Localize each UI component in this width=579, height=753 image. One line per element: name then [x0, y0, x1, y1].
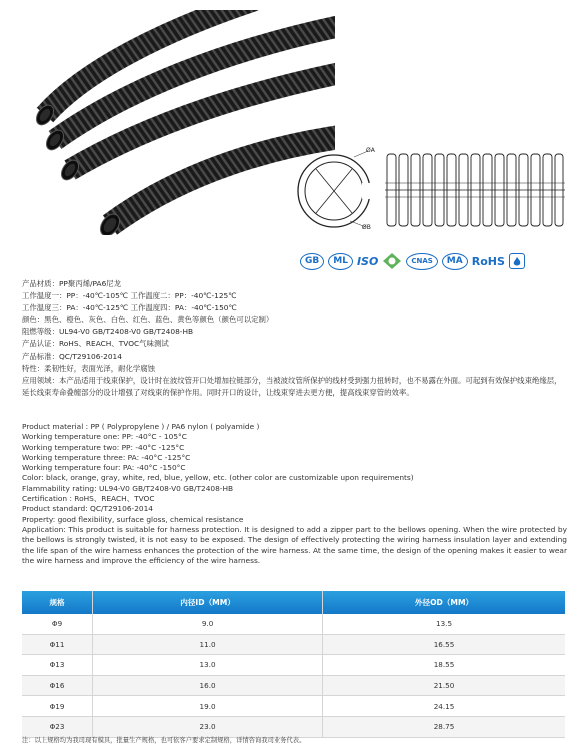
corrugated-tubes-image: [15, 10, 335, 235]
cell-od: 13.5: [323, 614, 565, 634]
ml-cert-icon: ML: [328, 253, 353, 270]
cell-od: 28.75: [323, 716, 565, 737]
english-specs: [22, 422, 567, 566]
en-property: Property: good flexibility, surface gloss, chemical resistance: [22, 514, 244, 524]
en-temp-3: Working temperature three: PA: -40°C -125°C: [22, 452, 191, 462]
cell-od: 21.50: [323, 675, 565, 696]
table-row: [22, 655, 565, 676]
product-hero: [0, 0, 579, 275]
cell-spec: Φ13: [22, 655, 93, 676]
ul-cert-icon: [382, 252, 402, 270]
flame-cert-icon: [509, 253, 525, 269]
chinese-specs: [22, 278, 567, 399]
dimension-label-a: ØA: [366, 147, 375, 154]
cnas-cert-icon: CNAS: [406, 253, 437, 270]
cross-section-diagram: [292, 147, 380, 231]
dimension-label-b: ØB: [362, 224, 371, 231]
cell-spec: Φ19: [22, 696, 93, 717]
en-cert: Certification : RoHS、REACH、TVOC: [22, 494, 155, 504]
en-temp-1: Working temperature one: PP: -40°C - 105°C: [22, 432, 187, 442]
zh-standard: 产品标准：QC/T29106-2014: [22, 351, 122, 361]
gb-cert-icon: GB: [300, 253, 324, 270]
table-row: [22, 634, 565, 655]
certification-logos: [300, 250, 565, 272]
cell-spec: Φ11: [22, 634, 93, 655]
header-outer-diameter: 外径OD（MM）: [323, 591, 565, 614]
header-spec: 规格: [22, 591, 93, 614]
en-temp-4: Working temperature four: PA: -40°C -150°C: [22, 463, 186, 473]
table-header-row: [22, 591, 565, 614]
rohs-cert-icon: RoHS: [471, 254, 505, 268]
cell-id: 9.0: [93, 614, 323, 634]
cell-id: 13.0: [93, 655, 323, 676]
zh-property: 特性：柔韧性好，表面光泽，耐化学腐蚀: [22, 363, 156, 373]
zh-cert: 产品认证：RoHS、REACH、TVOC气味测试: [22, 339, 169, 349]
en-material: Product material : PP ( Polypropylene ) / PA6 nylon ( polyamide ): [22, 422, 260, 431]
table-row: [22, 614, 565, 634]
en-temp-2: Working temperature two: PP: -40°C -125°C: [22, 442, 185, 452]
cell-spec: Φ23: [22, 716, 93, 737]
iso-cert-icon: ISO: [356, 254, 379, 268]
table-row: [22, 696, 565, 717]
header-inner-diameter: 内径ID（MM）: [93, 591, 323, 614]
footnote: 注：以上规格均为我司现有模具，批量生产规格，也可依客户要求定制规格，详情咨询我司业务代表。: [22, 737, 306, 744]
cell-od: 16.55: [323, 634, 565, 655]
zh-application: 应用领域：本产品适用于线束保护，设计时在波纹管开口处增加拉链部分，当被波纹管所保护的线材受到强力扭转时，也不易露在外面。可起到有效保护线束绝缘层，延长线束寿命叠缠部分的设计增强了对线束的保护作用。同时开口的设计，让线束穿进去更方便，提高线束穿管的效率。: [22, 375, 562, 397]
cell-id: 19.0: [93, 696, 323, 717]
zh-flame: 阻燃等级：UL94-V0 GB/T2408-V0 GB/T2408-HB: [22, 327, 194, 337]
cell-od: 18.55: [323, 655, 565, 676]
zh-temp-1-2: 工作温度一：PP：-40℃-105℃ 工作温度二：PP：-40℃-125℃: [22, 291, 237, 301]
en-flame: Flammability rating: UL94-V0 GB/T2408-V0 GB/T2408-HB: [22, 483, 234, 493]
en-standard: Product standard: QC/T29106-2014: [22, 504, 153, 514]
ma-cert-icon: MA: [442, 253, 468, 270]
en-color: Color: black, orange, gray, white, red, blue, yellow, etc. (other color are customizable upon requirements): [22, 473, 414, 483]
cell-id: 11.0: [93, 634, 323, 655]
cell-spec: Φ16: [22, 675, 93, 696]
cell-spec: Φ9: [22, 614, 93, 634]
table-row: [22, 716, 565, 737]
zh-material: 产品材质：PP聚丙烯/PA6尼龙: [22, 279, 122, 288]
cell-id: 16.0: [93, 675, 323, 696]
spec-table: [22, 591, 565, 738]
table-row: [22, 675, 565, 696]
side-profile-diagram: [385, 150, 565, 230]
cell-od: 24.15: [323, 696, 565, 717]
zh-color: 颜色：黑色、橙色、灰色、白色、红色、蓝色、黄色等颜色（颜色可以定制）: [22, 315, 274, 325]
en-application: Application: This product is suitable for harness protection. It is designed to add a zipper part to the bellows opening. When the wire protected by the bellows is strongly twisted, it is not easy to be exposed. The design of effectively protecting the wiring harness insulation layer and extending the life span of the wire harness enhances the protection of the wire harness. At the same time, the design of the opening makes it easier to wear the wire harness and improve the efficiency of the wire harness.: [22, 524, 567, 565]
cell-id: 23.0: [93, 716, 323, 737]
zh-temp-3-4: 工作温度三：PA：-40℃-125℃ 工作温度四：PA：-40℃-150℃: [22, 303, 237, 313]
